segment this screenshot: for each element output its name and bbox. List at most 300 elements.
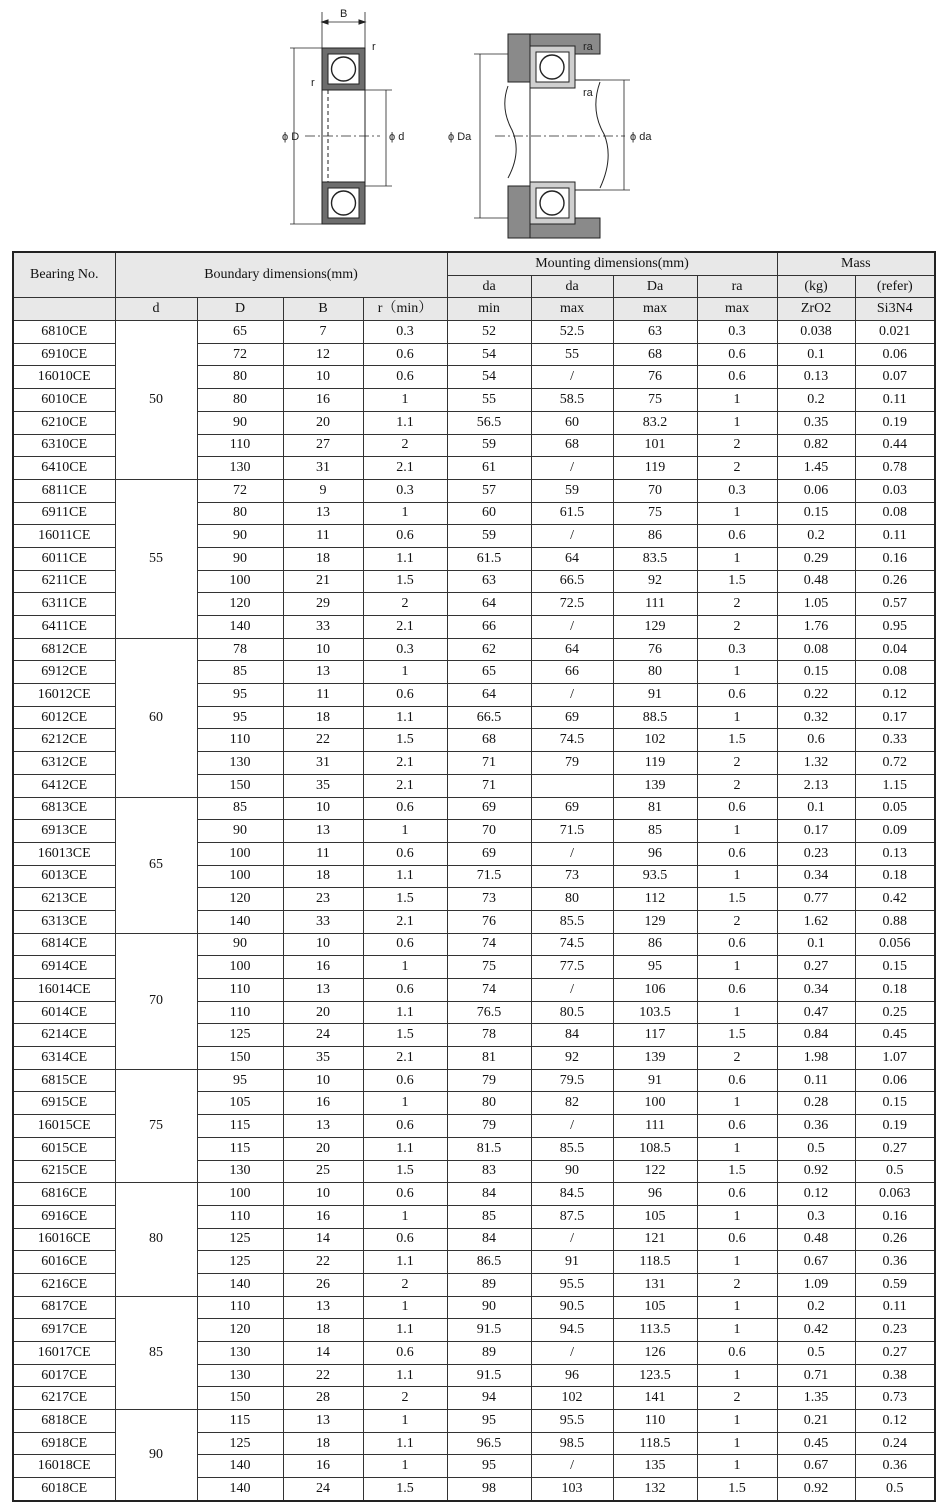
value-cell: 2	[697, 457, 777, 480]
value-cell: 1.1	[363, 865, 447, 888]
value-cell: 0.92	[777, 1160, 855, 1183]
value-cell: 81	[447, 1047, 531, 1070]
value-cell: 0.27	[855, 1137, 935, 1160]
value-cell: 0.6	[363, 979, 447, 1002]
value-cell: 0.15	[777, 502, 855, 525]
value-cell: 13	[283, 661, 363, 684]
value-cell: 0.3	[697, 479, 777, 502]
value-cell: 66	[447, 616, 531, 639]
value-cell: 0.6	[697, 979, 777, 1002]
value-cell: 0.07	[855, 366, 935, 389]
bearing-no-cell: 6411CE	[13, 616, 115, 639]
value-cell: 0.18	[855, 979, 935, 1002]
bore-d-cell: 90	[115, 1410, 197, 1501]
value-cell: 0.6	[777, 729, 855, 752]
value-cell: 90	[531, 1160, 613, 1183]
value-cell: 0.21	[777, 1410, 855, 1433]
value-cell: 79	[447, 1069, 531, 1092]
value-cell: 81.5	[447, 1137, 531, 1160]
value-cell: 1	[697, 1319, 777, 1342]
value-cell: 0.03	[855, 479, 935, 502]
value-cell: 106	[613, 979, 697, 1002]
bearing-no-cell: 6212CE	[13, 729, 115, 752]
value-cell: 84	[447, 1183, 531, 1206]
value-cell: 0.08	[855, 661, 935, 684]
value-cell: 0.5	[777, 1342, 855, 1365]
bearing-no-cell: 6812CE	[13, 638, 115, 661]
value-cell: 75	[613, 389, 697, 412]
value-cell: 130	[197, 752, 283, 775]
value-cell: 95	[447, 1410, 531, 1433]
value-cell: 0.1	[777, 797, 855, 820]
bearing-no-cell: 6211CE	[13, 570, 115, 593]
value-cell: 22	[283, 729, 363, 752]
bearing-no-cell: 6910CE	[13, 343, 115, 366]
subheader-1: da	[531, 275, 613, 298]
value-cell: 71.5	[447, 865, 531, 888]
unit-header-2: B	[283, 298, 363, 321]
value-cell: 0.25	[855, 1001, 935, 1024]
value-cell: 0.1	[777, 343, 855, 366]
label-D: ϕ D	[282, 131, 300, 143]
value-cell: 11	[283, 842, 363, 865]
value-cell: 117	[613, 1024, 697, 1047]
value-cell: 0.92	[777, 1478, 855, 1501]
value-cell: 0.6	[697, 1069, 777, 1092]
value-cell: 80	[197, 366, 283, 389]
value-cell: 1	[697, 956, 777, 979]
value-cell: 18	[283, 865, 363, 888]
value-cell: 0.6	[697, 684, 777, 707]
value-cell: 86	[613, 525, 697, 548]
value-cell: 0.12	[855, 1410, 935, 1433]
value-cell: 95	[197, 706, 283, 729]
value-cell: /	[531, 1455, 613, 1478]
value-cell: 110	[197, 434, 283, 457]
value-cell: /	[531, 525, 613, 548]
value-cell: 2	[363, 1387, 447, 1410]
value-cell: 65	[197, 321, 283, 344]
value-cell: 125	[197, 1024, 283, 1047]
bearing-no-cell: 6916CE	[13, 1205, 115, 1228]
value-cell: 0.45	[777, 1432, 855, 1455]
bearing-no-cell: 6210CE	[13, 411, 115, 434]
value-cell: 82	[531, 1092, 613, 1115]
value-cell: 1	[697, 865, 777, 888]
value-cell: 63	[447, 570, 531, 593]
value-cell: 1.07	[855, 1047, 935, 1070]
value-cell: 0.6	[363, 933, 447, 956]
value-cell: 85.5	[531, 910, 613, 933]
value-cell: 1.5	[697, 570, 777, 593]
value-cell: 0.84	[777, 1024, 855, 1047]
value-cell: 27	[283, 434, 363, 457]
value-cell: 31	[283, 457, 363, 480]
label-da: ϕ da	[630, 131, 652, 143]
value-cell: 94.5	[531, 1319, 613, 1342]
bearing-no-cell: 16012CE	[13, 684, 115, 707]
value-cell: 1	[363, 1092, 447, 1115]
value-cell: 1.32	[777, 752, 855, 775]
value-cell: 100	[197, 1183, 283, 1206]
value-cell: 139	[613, 774, 697, 797]
value-cell: 2	[697, 1047, 777, 1070]
value-cell: 131	[613, 1273, 697, 1296]
value-cell: 0.18	[855, 865, 935, 888]
value-cell: 0.48	[777, 1228, 855, 1251]
bearing-no-cell: 16011CE	[13, 525, 115, 548]
value-cell: 1.1	[363, 1364, 447, 1387]
subheader-2: Da	[613, 275, 697, 298]
value-cell: 150	[197, 774, 283, 797]
table-row	[13, 479, 935, 502]
value-cell: 11	[283, 684, 363, 707]
value-cell: 78	[197, 638, 283, 661]
value-cell: 0.42	[777, 1319, 855, 1342]
value-cell: 0.15	[855, 1092, 935, 1115]
value-cell: 0.11	[855, 1296, 935, 1319]
value-cell: 90.5	[531, 1296, 613, 1319]
value-cell: 91.5	[447, 1364, 531, 1387]
value-cell: 0.6	[363, 1183, 447, 1206]
bearing-no-cell: 6915CE	[13, 1092, 115, 1115]
value-cell: 0.6	[697, 366, 777, 389]
value-cell: 95	[197, 1069, 283, 1092]
bearing-no-cell: 16017CE	[13, 1342, 115, 1365]
value-cell: 28	[283, 1387, 363, 1410]
unit-header-6: max	[613, 298, 697, 321]
value-cell: 64	[447, 593, 531, 616]
value-cell: 91	[613, 1069, 697, 1092]
value-cell: 18	[283, 1432, 363, 1455]
value-cell: 1	[697, 1137, 777, 1160]
value-cell: /	[531, 684, 613, 707]
bearing-no-cell: 6016CE	[13, 1251, 115, 1274]
value-cell: 0.6	[363, 1228, 447, 1251]
value-cell: 2	[363, 1273, 447, 1296]
value-cell: 1.62	[777, 910, 855, 933]
value-cell: 69	[447, 797, 531, 820]
value-cell: 21	[283, 570, 363, 593]
value-cell: 100	[197, 956, 283, 979]
value-cell: 90	[197, 933, 283, 956]
value-cell: 70	[613, 479, 697, 502]
bearing-no-cell: 16010CE	[13, 366, 115, 389]
value-cell: 16	[283, 389, 363, 412]
bearing-no-cell: 6018CE	[13, 1478, 115, 1501]
value-cell: 0.2	[777, 1296, 855, 1319]
table-header	[13, 252, 935, 321]
value-cell: 90	[197, 525, 283, 548]
value-cell: 0.34	[777, 865, 855, 888]
table-row	[13, 321, 935, 344]
value-cell: 0.6	[363, 797, 447, 820]
bearing-no-cell: 6214CE	[13, 1024, 115, 1047]
value-cell: 1.5	[697, 1478, 777, 1501]
value-cell: 1.1	[363, 547, 447, 570]
bearing-no-cell: 6810CE	[13, 321, 115, 344]
value-cell: 0.6	[363, 366, 447, 389]
value-cell: 89	[447, 1273, 531, 1296]
unit-header-4: min	[447, 298, 531, 321]
value-cell: /	[531, 366, 613, 389]
value-cell: 0.27	[777, 956, 855, 979]
value-cell: 1	[363, 956, 447, 979]
value-cell: 115	[197, 1410, 283, 1433]
value-cell: 2	[697, 774, 777, 797]
value-cell: 18	[283, 706, 363, 729]
value-cell: 0.36	[855, 1455, 935, 1478]
value-cell: 140	[197, 1273, 283, 1296]
value-cell: /	[531, 979, 613, 1002]
value-cell: 95.5	[531, 1273, 613, 1296]
value-cell: 52.5	[531, 321, 613, 344]
value-cell: 79	[447, 1115, 531, 1138]
bearing-no-cell: 6811CE	[13, 479, 115, 502]
value-cell: 24	[283, 1478, 363, 1501]
value-cell: 0.6	[697, 797, 777, 820]
value-cell: 0.6	[697, 933, 777, 956]
value-cell: 85	[197, 797, 283, 820]
value-cell: 13	[283, 1296, 363, 1319]
value-cell: 0.23	[777, 842, 855, 865]
value-cell: 0.05	[855, 797, 935, 820]
bore-d-cell: 70	[115, 933, 197, 1069]
value-cell: 35	[283, 774, 363, 797]
value-cell: 80	[531, 888, 613, 911]
value-cell: 0.11	[855, 389, 935, 412]
value-cell: 2.13	[777, 774, 855, 797]
value-cell: 0.12	[855, 684, 935, 707]
value-cell: 0.5	[777, 1137, 855, 1160]
value-cell: 100	[197, 865, 283, 888]
value-cell: 1	[697, 1001, 777, 1024]
table-row	[13, 933, 935, 956]
value-cell: 85	[447, 1205, 531, 1228]
value-cell: 96	[613, 1183, 697, 1206]
value-cell: 58.5	[531, 389, 613, 412]
value-cell: 0.57	[855, 593, 935, 616]
value-cell: 105	[613, 1296, 697, 1319]
value-cell: 0.13	[855, 842, 935, 865]
value-cell: 0.09	[855, 820, 935, 843]
value-cell: 100	[197, 842, 283, 865]
value-cell: 105	[613, 1205, 697, 1228]
value-cell: 2.1	[363, 457, 447, 480]
value-cell: 66.5	[447, 706, 531, 729]
bore-d-cell: 60	[115, 638, 197, 797]
bearing-no-cell: 6311CE	[13, 593, 115, 616]
value-cell: 16	[283, 1092, 363, 1115]
value-cell: 95	[197, 684, 283, 707]
value-cell: 69	[447, 842, 531, 865]
value-cell: 129	[613, 616, 697, 639]
value-cell: 0.3	[363, 321, 447, 344]
value-cell: 111	[613, 593, 697, 616]
value-cell: 74	[447, 933, 531, 956]
bearing-no-cell: 6012CE	[13, 706, 115, 729]
value-cell: 90	[197, 547, 283, 570]
bearing-no-cell: 6215CE	[13, 1160, 115, 1183]
value-cell: 0.1	[777, 933, 855, 956]
value-cell: 0.6	[697, 842, 777, 865]
value-cell: 120	[197, 888, 283, 911]
bearing-no-cell: 6014CE	[13, 1001, 115, 1024]
value-cell: 81	[613, 797, 697, 820]
table-row	[13, 638, 935, 661]
value-cell: 79.5	[531, 1069, 613, 1092]
value-cell: 2	[697, 910, 777, 933]
value-cell: 139	[613, 1047, 697, 1070]
value-cell: 119	[613, 752, 697, 775]
value-cell: 1.5	[697, 1160, 777, 1183]
value-cell: 103.5	[613, 1001, 697, 1024]
value-cell: 55	[531, 343, 613, 366]
value-cell: 72	[197, 479, 283, 502]
value-cell: 16	[283, 1455, 363, 1478]
value-cell: /	[531, 457, 613, 480]
bearing-no-cell: 6310CE	[13, 434, 115, 457]
bearing-no-cell: 6216CE	[13, 1273, 115, 1296]
value-cell: 0.5	[855, 1478, 935, 1501]
value-cell: 0.67	[777, 1251, 855, 1274]
value-cell: 0.26	[855, 1228, 935, 1251]
value-cell: 98	[447, 1478, 531, 1501]
value-cell: 0.17	[855, 706, 935, 729]
value-cell: 0.06	[855, 1069, 935, 1092]
value-cell: 0.82	[777, 434, 855, 457]
value-cell: 13	[283, 820, 363, 843]
label-ra-top: ra	[583, 41, 593, 53]
value-cell: 0.6	[363, 684, 447, 707]
value-cell: 90	[197, 411, 283, 434]
unit-header-5: max	[531, 298, 613, 321]
bearing-no-cell: 6917CE	[13, 1319, 115, 1342]
value-cell	[531, 774, 613, 797]
value-cell: 0.6	[697, 1115, 777, 1138]
value-cell: 0.15	[855, 956, 935, 979]
value-cell: 1	[697, 411, 777, 434]
bore-d-cell: 55	[115, 479, 197, 638]
value-cell: 108.5	[613, 1137, 697, 1160]
value-cell: 93.5	[613, 865, 697, 888]
value-cell: 70	[447, 820, 531, 843]
value-cell: 14	[283, 1228, 363, 1251]
value-cell: 113.5	[613, 1319, 697, 1342]
bearing-no-cell: 6010CE	[13, 389, 115, 412]
bearing-no-cell: 16016CE	[13, 1228, 115, 1251]
value-cell: 140	[197, 1455, 283, 1478]
value-cell: 72	[197, 343, 283, 366]
value-cell: 1	[697, 820, 777, 843]
value-cell: 103	[531, 1478, 613, 1501]
value-cell: 80	[613, 661, 697, 684]
value-cell: 0.67	[777, 1455, 855, 1478]
value-cell: 0.6	[697, 343, 777, 366]
value-cell: 60	[531, 411, 613, 434]
value-cell: 1.5	[697, 729, 777, 752]
value-cell: 1	[363, 661, 447, 684]
value-cell: 95	[613, 956, 697, 979]
value-cell: 100	[197, 570, 283, 593]
value-cell: 140	[197, 910, 283, 933]
mounting-diagram	[474, 34, 630, 238]
value-cell: 1.5	[363, 1160, 447, 1183]
bore-d-cell: 80	[115, 1183, 197, 1296]
value-cell: 0.45	[855, 1024, 935, 1047]
value-cell: 0.29	[777, 547, 855, 570]
value-cell: 10	[283, 797, 363, 820]
value-cell: 120	[197, 1319, 283, 1342]
value-cell: 1	[363, 389, 447, 412]
value-cell: 85	[197, 661, 283, 684]
unit-header-3: r（min）	[363, 298, 447, 321]
value-cell: 0.77	[777, 888, 855, 911]
label-ra-mid: ra	[583, 87, 593, 99]
bearing-no-cell: 6911CE	[13, 502, 115, 525]
bearing-no-cell: 6817CE	[13, 1296, 115, 1319]
value-cell: 1.5	[363, 888, 447, 911]
value-cell: 20	[283, 1137, 363, 1160]
value-cell: 90	[447, 1296, 531, 1319]
value-cell: 25	[283, 1160, 363, 1183]
unit-header-8: ZrO2	[777, 298, 855, 321]
value-cell: 98.5	[531, 1432, 613, 1455]
subheader-0: da	[447, 275, 531, 298]
value-cell: 80	[197, 389, 283, 412]
value-cell: 71.5	[531, 820, 613, 843]
value-cell: 84.5	[531, 1183, 613, 1206]
value-cell: 0.3	[363, 638, 447, 661]
value-cell: 83.5	[613, 547, 697, 570]
value-cell: 141	[613, 1387, 697, 1410]
value-cell: 150	[197, 1047, 283, 1070]
value-cell: 0.063	[855, 1183, 935, 1206]
value-cell: 110	[197, 979, 283, 1002]
value-cell: 75	[447, 956, 531, 979]
value-cell: 74.5	[531, 933, 613, 956]
value-cell: 64	[447, 684, 531, 707]
subheader-3: ra	[697, 275, 777, 298]
value-cell: /	[531, 1342, 613, 1365]
value-cell: 54	[447, 366, 531, 389]
value-cell: 126	[613, 1342, 697, 1365]
value-cell: 0.08	[855, 502, 935, 525]
value-cell: 1	[697, 1205, 777, 1228]
label-B: B	[340, 8, 348, 20]
value-cell: 13	[283, 502, 363, 525]
bearing-no-cell: 6412CE	[13, 774, 115, 797]
value-cell: 11	[283, 525, 363, 548]
value-cell: 1	[697, 706, 777, 729]
value-cell: 22	[283, 1364, 363, 1387]
label-Da: ϕ Da	[448, 131, 472, 143]
value-cell: 140	[197, 616, 283, 639]
bearing-no-cell: 6815CE	[13, 1069, 115, 1092]
bearing-diagrams	[0, 0, 946, 248]
value-cell: 76.5	[447, 1001, 531, 1024]
value-cell: 23	[283, 888, 363, 911]
value-cell: 130	[197, 1160, 283, 1183]
bearing-no-cell: 6313CE	[13, 910, 115, 933]
value-cell: 0.13	[777, 366, 855, 389]
value-cell: 76	[613, 638, 697, 661]
value-cell: 75	[613, 502, 697, 525]
value-cell: 0.3	[777, 1205, 855, 1228]
value-cell: 60	[447, 502, 531, 525]
value-cell: 0.48	[777, 570, 855, 593]
value-cell: 0.35	[777, 411, 855, 434]
